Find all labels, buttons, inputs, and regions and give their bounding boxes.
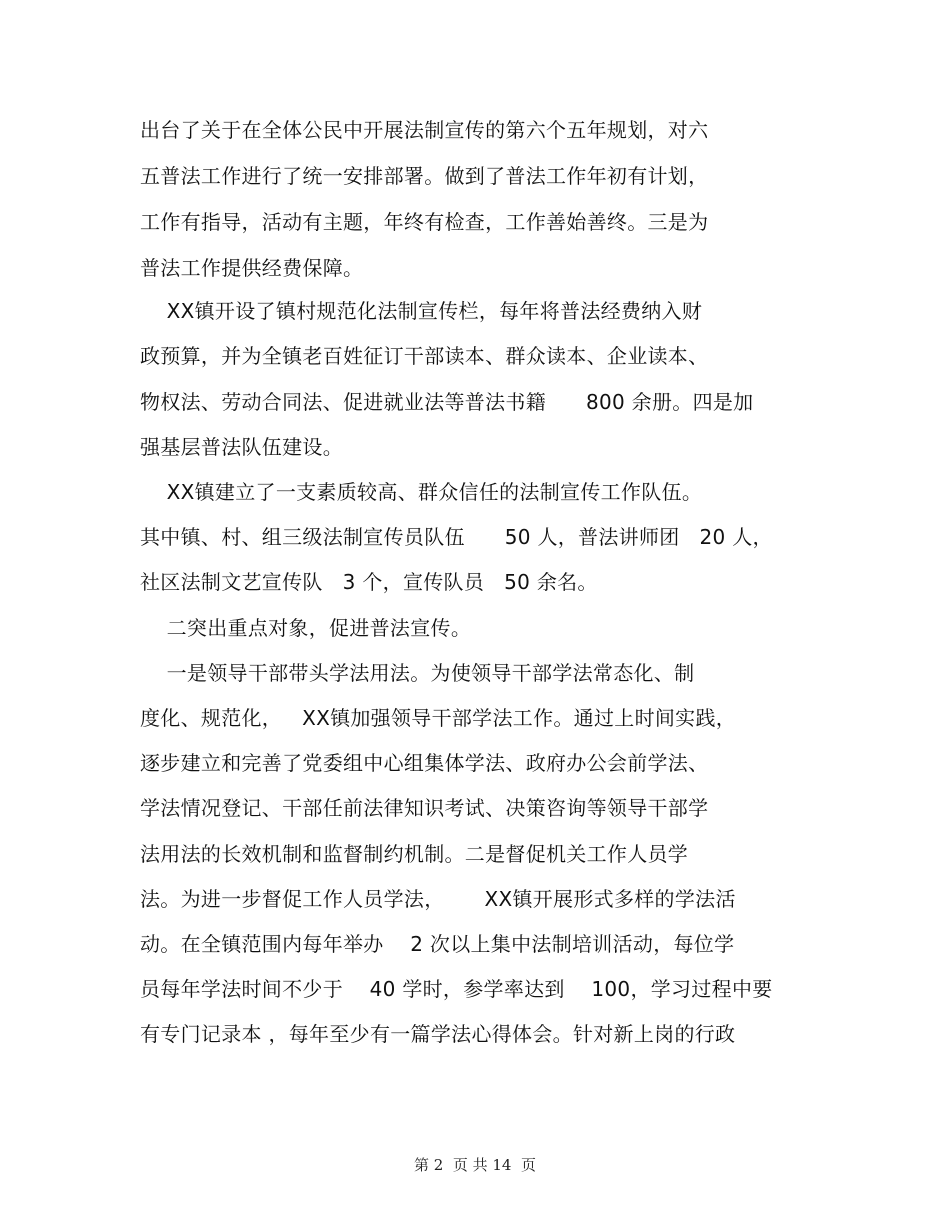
text-line: 出台了关于在全体公民中开展法制宣传的第六个五年规划，对六 [140, 118, 709, 142]
text-line: 逐步建立和完善了党委组中心组集体学法、政府办公会前学法、 [140, 751, 709, 775]
text-line: XX镇建立了一支素质较高、群众信任的法制宣传工作队伍。 [140, 480, 703, 504]
text-line: 普法工作提供经费保障。 [140, 256, 364, 280]
text-line: 二突出重点对象，促进普法宣传。 [140, 616, 472, 640]
text-line: 其中镇、村、组三级法制宣传员队伍 50 人，普法讲师团 20 人， [140, 525, 773, 549]
text-line: 社区法制文艺宣传队 3 个，宣传队员 50 余名。 [140, 570, 598, 594]
text-line: 工作有指导，活动有主题，年终有检查，工作善始善终。三是为 [140, 210, 709, 234]
text-line: 强基层普法队伍建设。 [140, 435, 343, 459]
text-line: 有专门记录本 ，每年至少有一篇学法心得体会。针对新上岗的行政 [140, 1022, 736, 1046]
text-line: 法。为进一步督促工作人员学法， XX镇开展形式多样的学法活 [140, 887, 736, 911]
text-line: 五普法工作进行了统一安排部署。做到了普法工作年初有计划， [140, 164, 709, 188]
text-line: 政预算，并为全镇老百姓征订干部读本、群众读本、企业读本、 [140, 344, 709, 368]
text-line: XX镇开设了镇村规范化法制宣传栏，每年将普法经费纳入财 [140, 299, 703, 323]
text-line: 动。在全镇范围内每年举办 2 次以上集中法制培训活动，每位学 [140, 932, 735, 956]
text-line: 一是领导干部带头学法用法。为使领导干部学法常态化、制 [140, 661, 695, 685]
text-line: 员每年学法时间不少于 40 学时，参学率达到 100，学习过程中要 [140, 977, 773, 1001]
text-line: 法用法的长效机制和监督制约机制。二是督促机关工作人员学 [140, 842, 689, 866]
text-line: 学法情况登记、干部任前法律知识考试、决策咨询等领导干部学 [140, 796, 709, 820]
text-line: 度化、规范化， XX镇加强领导干部学法工作。通过上时间实践， [140, 706, 737, 730]
page-number-footer: 第 2 页 共 14 页 [413, 1156, 536, 1174]
text-line: 物权法、劳动合同法、促进就业法等普法书籍 800 余册。四是加 [140, 390, 754, 414]
